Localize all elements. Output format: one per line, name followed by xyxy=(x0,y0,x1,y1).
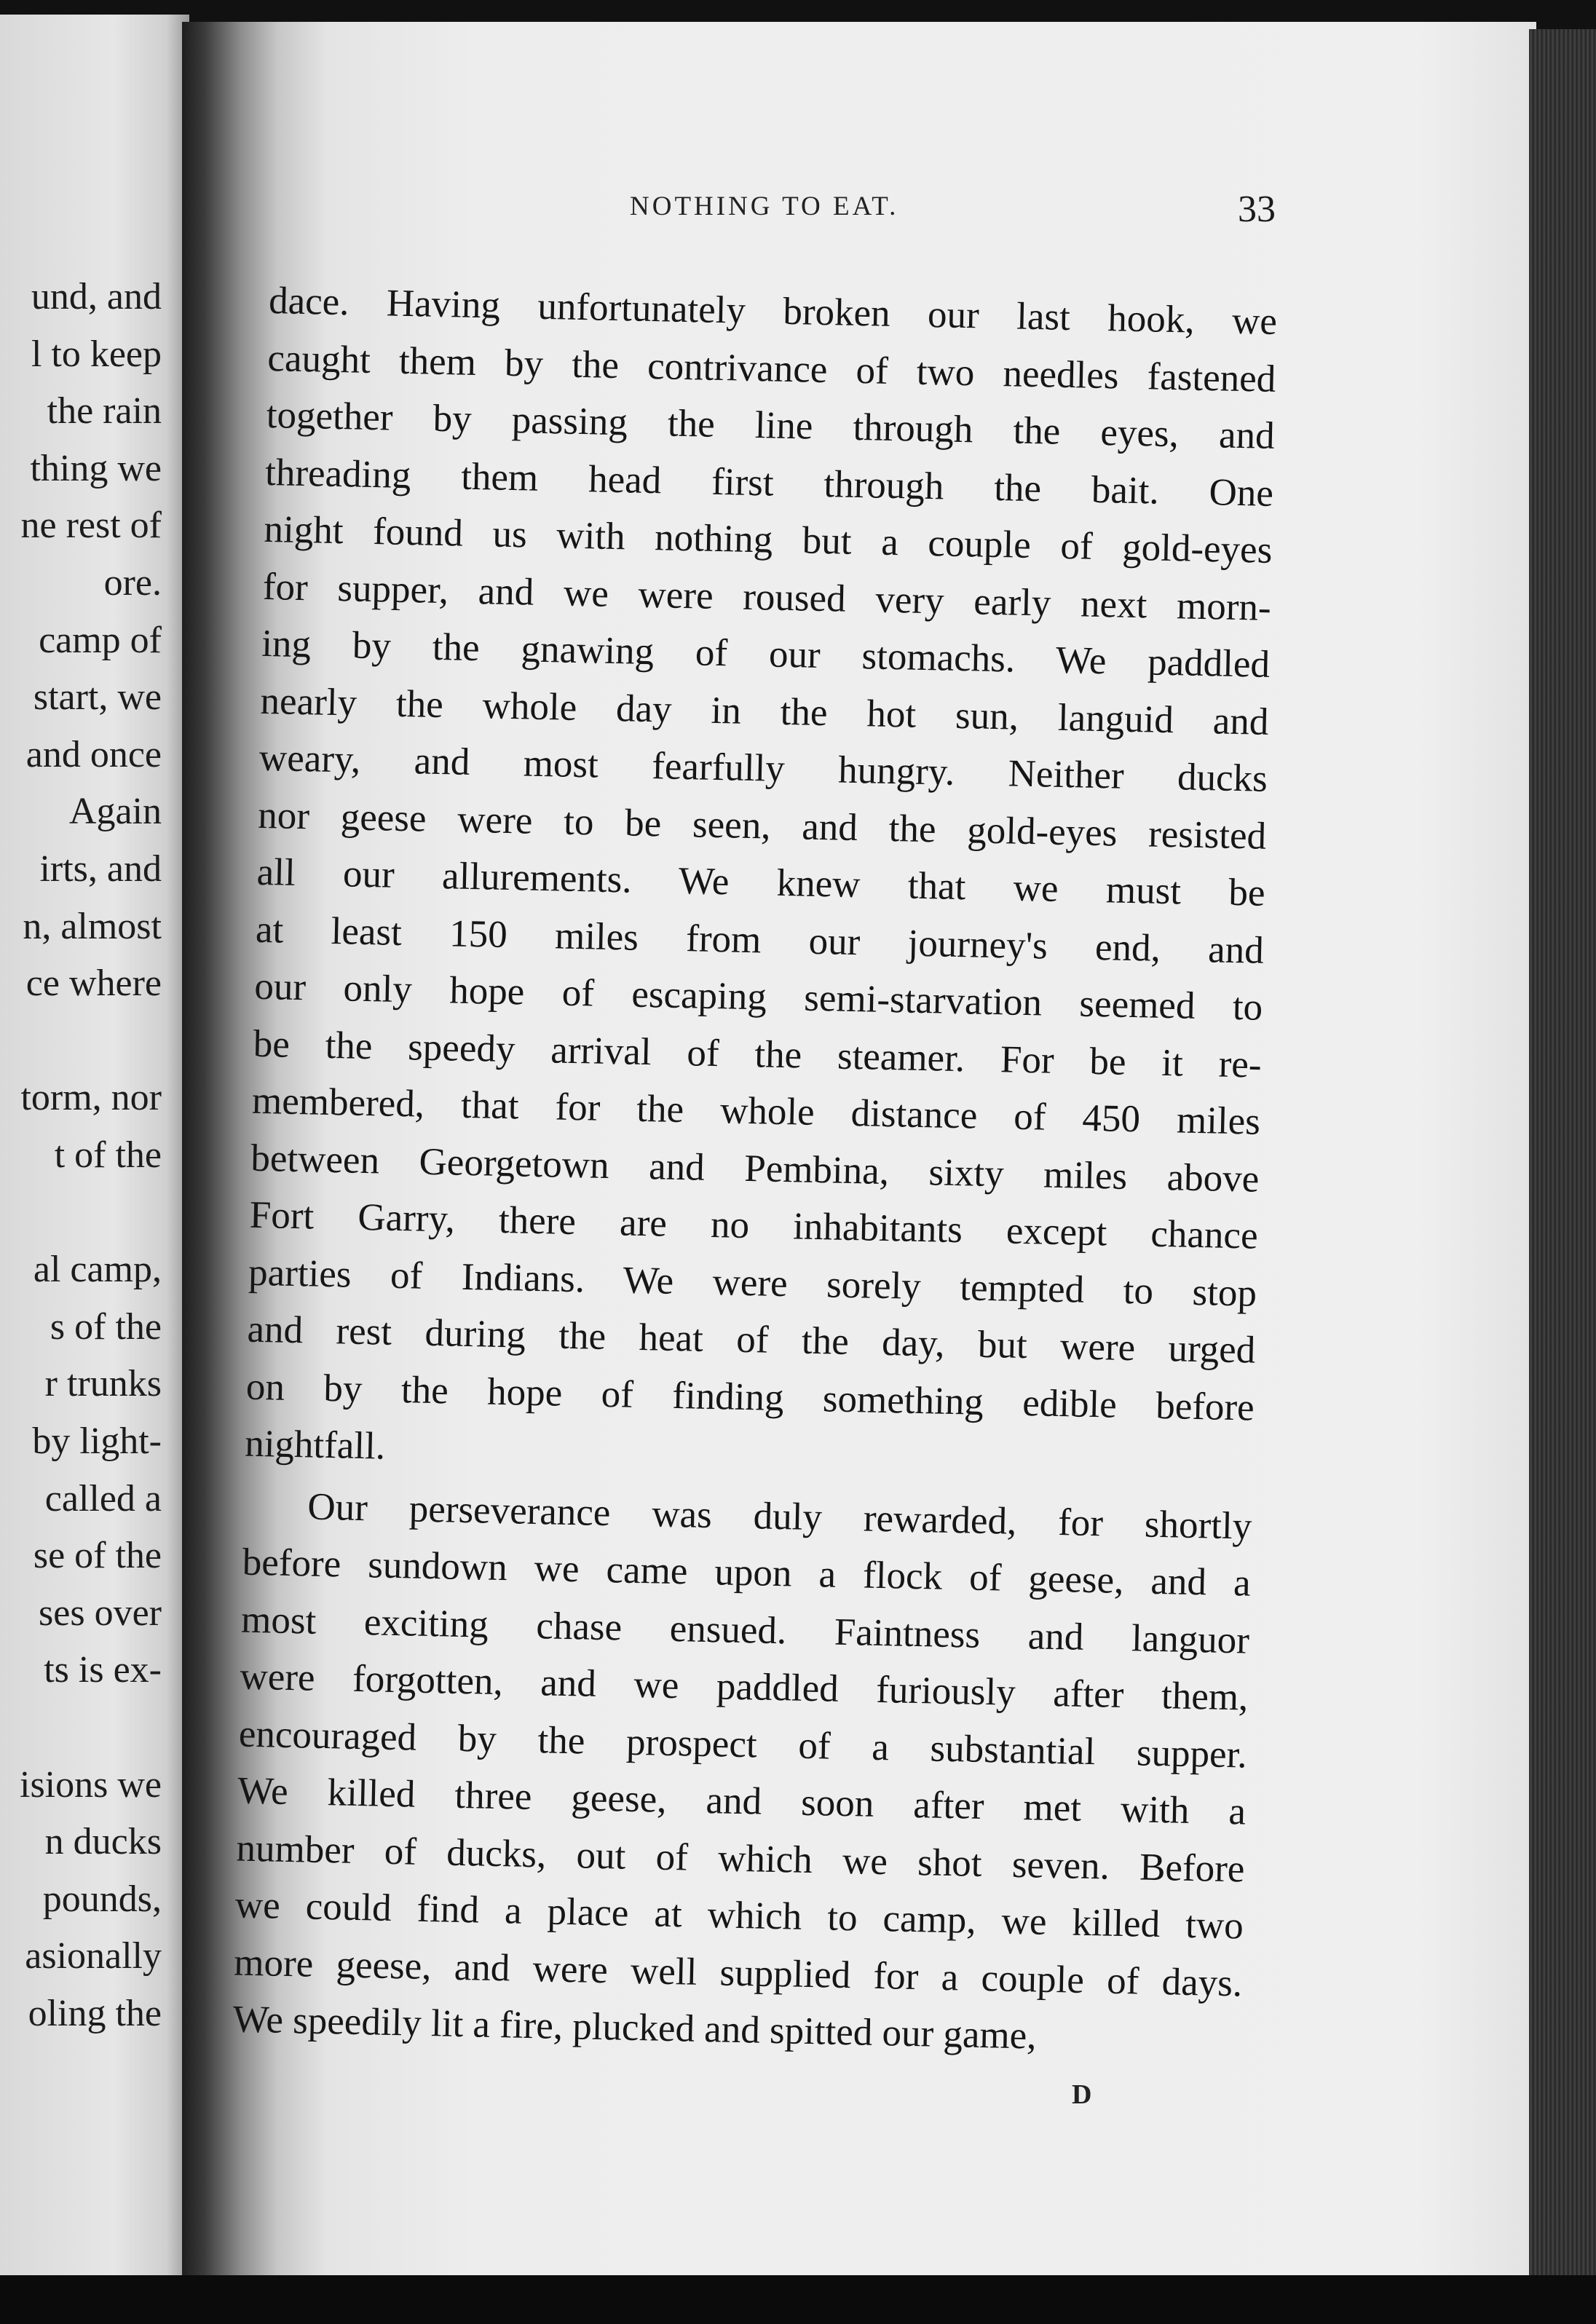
text-line: all our allurements. We knew that we must be xyxy=(256,850,1266,914)
left-page-line: pounds, xyxy=(42,1878,162,1920)
text-line: more geese, and were well supplied for a couple of days. xyxy=(233,1940,1243,2004)
left-page-line: torm, nor xyxy=(20,1077,162,1119)
signature-mark: D xyxy=(1072,2079,1092,2110)
text-line: caught them by the contrivance of two needles fastened xyxy=(266,336,1276,400)
left-page-line: s of the xyxy=(50,1305,162,1348)
running-head: NOTHING TO EAT. xyxy=(630,191,899,221)
left-page xyxy=(0,15,189,2279)
bottom-shadow xyxy=(0,2275,1596,2324)
text-line: We killed three geese, and soon after met with a xyxy=(237,1769,1247,1833)
text-line: encouraged by the prospect of a substantial supper. xyxy=(238,1712,1248,1776)
left-page-line: ts is ex- xyxy=(44,1649,162,1691)
text-line: together by passing the line through the eyes, and xyxy=(266,393,1276,457)
left-page-line: Again xyxy=(68,791,162,833)
left-page-line: al camp, xyxy=(33,1249,162,1291)
text-line: nightfall. xyxy=(244,1422,386,1468)
left-page-line: r trunks xyxy=(44,1363,162,1405)
text-line: our only hope of escaping semi-starvation seemed to xyxy=(253,965,1263,1029)
left-page-line: irts, and xyxy=(39,848,162,890)
text-line: at least 150 miles from our journey's end, and xyxy=(255,908,1265,972)
left-page-line: ne rest of xyxy=(20,505,162,547)
text-line: parties of Indians. We were sorely tempted to stop xyxy=(248,1251,1257,1315)
left-page-line: start, we xyxy=(33,676,162,719)
paragraph-2 xyxy=(232,1477,1252,2069)
left-page-line: se of the xyxy=(33,1535,162,1577)
left-page-line: oling the xyxy=(28,1993,162,2034)
text-line: and rest during the heat of the day, but were urged xyxy=(246,1308,1256,1372)
text-line: Our perseverance was duly rewarded, for shortly xyxy=(307,1485,1252,1548)
text-line: be the speedy arrival of the steamer. For be it re- xyxy=(253,1022,1263,1086)
text-line: membered, that for the whole distance of 450 miles xyxy=(251,1079,1261,1143)
text-line: We speedily lit a fire, plucked and spitted our game, xyxy=(232,1998,1038,2058)
text-line: Fort Garry, there are no inhabitants except chance xyxy=(249,1193,1259,1257)
left-page-line: n, almost xyxy=(23,905,162,947)
left-page-line: asionally xyxy=(25,1935,162,1977)
text-line: nor geese were to be seen, and the gold-eyes resisted xyxy=(257,794,1267,858)
left-page-line: ses over xyxy=(39,1592,162,1634)
left-page-line: by light- xyxy=(32,1420,162,1462)
left-page-line: and once xyxy=(25,733,162,775)
body-text xyxy=(232,272,1278,2069)
left-page-line: ce where xyxy=(25,963,162,1005)
text-line: night found us with nothing but a couple of gold-eyes xyxy=(264,507,1273,572)
text-line: we could find a place at which to camp, we killed two xyxy=(234,1884,1244,1948)
text-line: threading them head first through the bait. One xyxy=(264,451,1274,515)
text-line: were forgotten, and we paddled furiously after them, xyxy=(239,1655,1249,1719)
text-line: between Georgetown and Pembina, sixty miles above xyxy=(250,1137,1260,1201)
left-page-line: isions we xyxy=(20,1763,162,1806)
text-line: most exciting chase ensued. Faintness and languor xyxy=(240,1598,1250,1662)
left-page-line: n ducks xyxy=(44,1821,162,1863)
text-line: ing by the gnawing of our stomachs. We paddled xyxy=(261,622,1271,686)
left-page-line: the rain xyxy=(47,390,162,432)
text-line: before sundown we came upon a flock of geese, and a xyxy=(242,1541,1252,1605)
left-page-line: called a xyxy=(44,1477,162,1519)
text-line: nearly the whole day in the hot sun, languid and xyxy=(260,679,1269,743)
text-line: number of ducks, out of which we shot seven. Before xyxy=(236,1827,1245,1891)
text-line: on by the hope of finding something edible before xyxy=(245,1365,1255,1429)
left-page-line: l to keep xyxy=(31,333,162,375)
text-line: weary, and most fearfully hungry. Neither ducks xyxy=(258,736,1268,800)
left-page-line: ore. xyxy=(103,562,162,604)
left-page-line: camp of xyxy=(39,619,162,661)
paragraph-1 xyxy=(244,272,1277,1493)
page-number: 33 xyxy=(1238,189,1276,230)
left-page-line: und, and xyxy=(31,276,162,317)
text-line: for supper, and we were roused very early next morn- xyxy=(262,565,1272,629)
left-page-line: t of the xyxy=(54,1134,162,1176)
left-page-line: thing we xyxy=(30,447,162,489)
book-edge xyxy=(1529,29,1596,2293)
text-line: dace. Having unfortunately broken our last hook, we xyxy=(268,279,1278,343)
